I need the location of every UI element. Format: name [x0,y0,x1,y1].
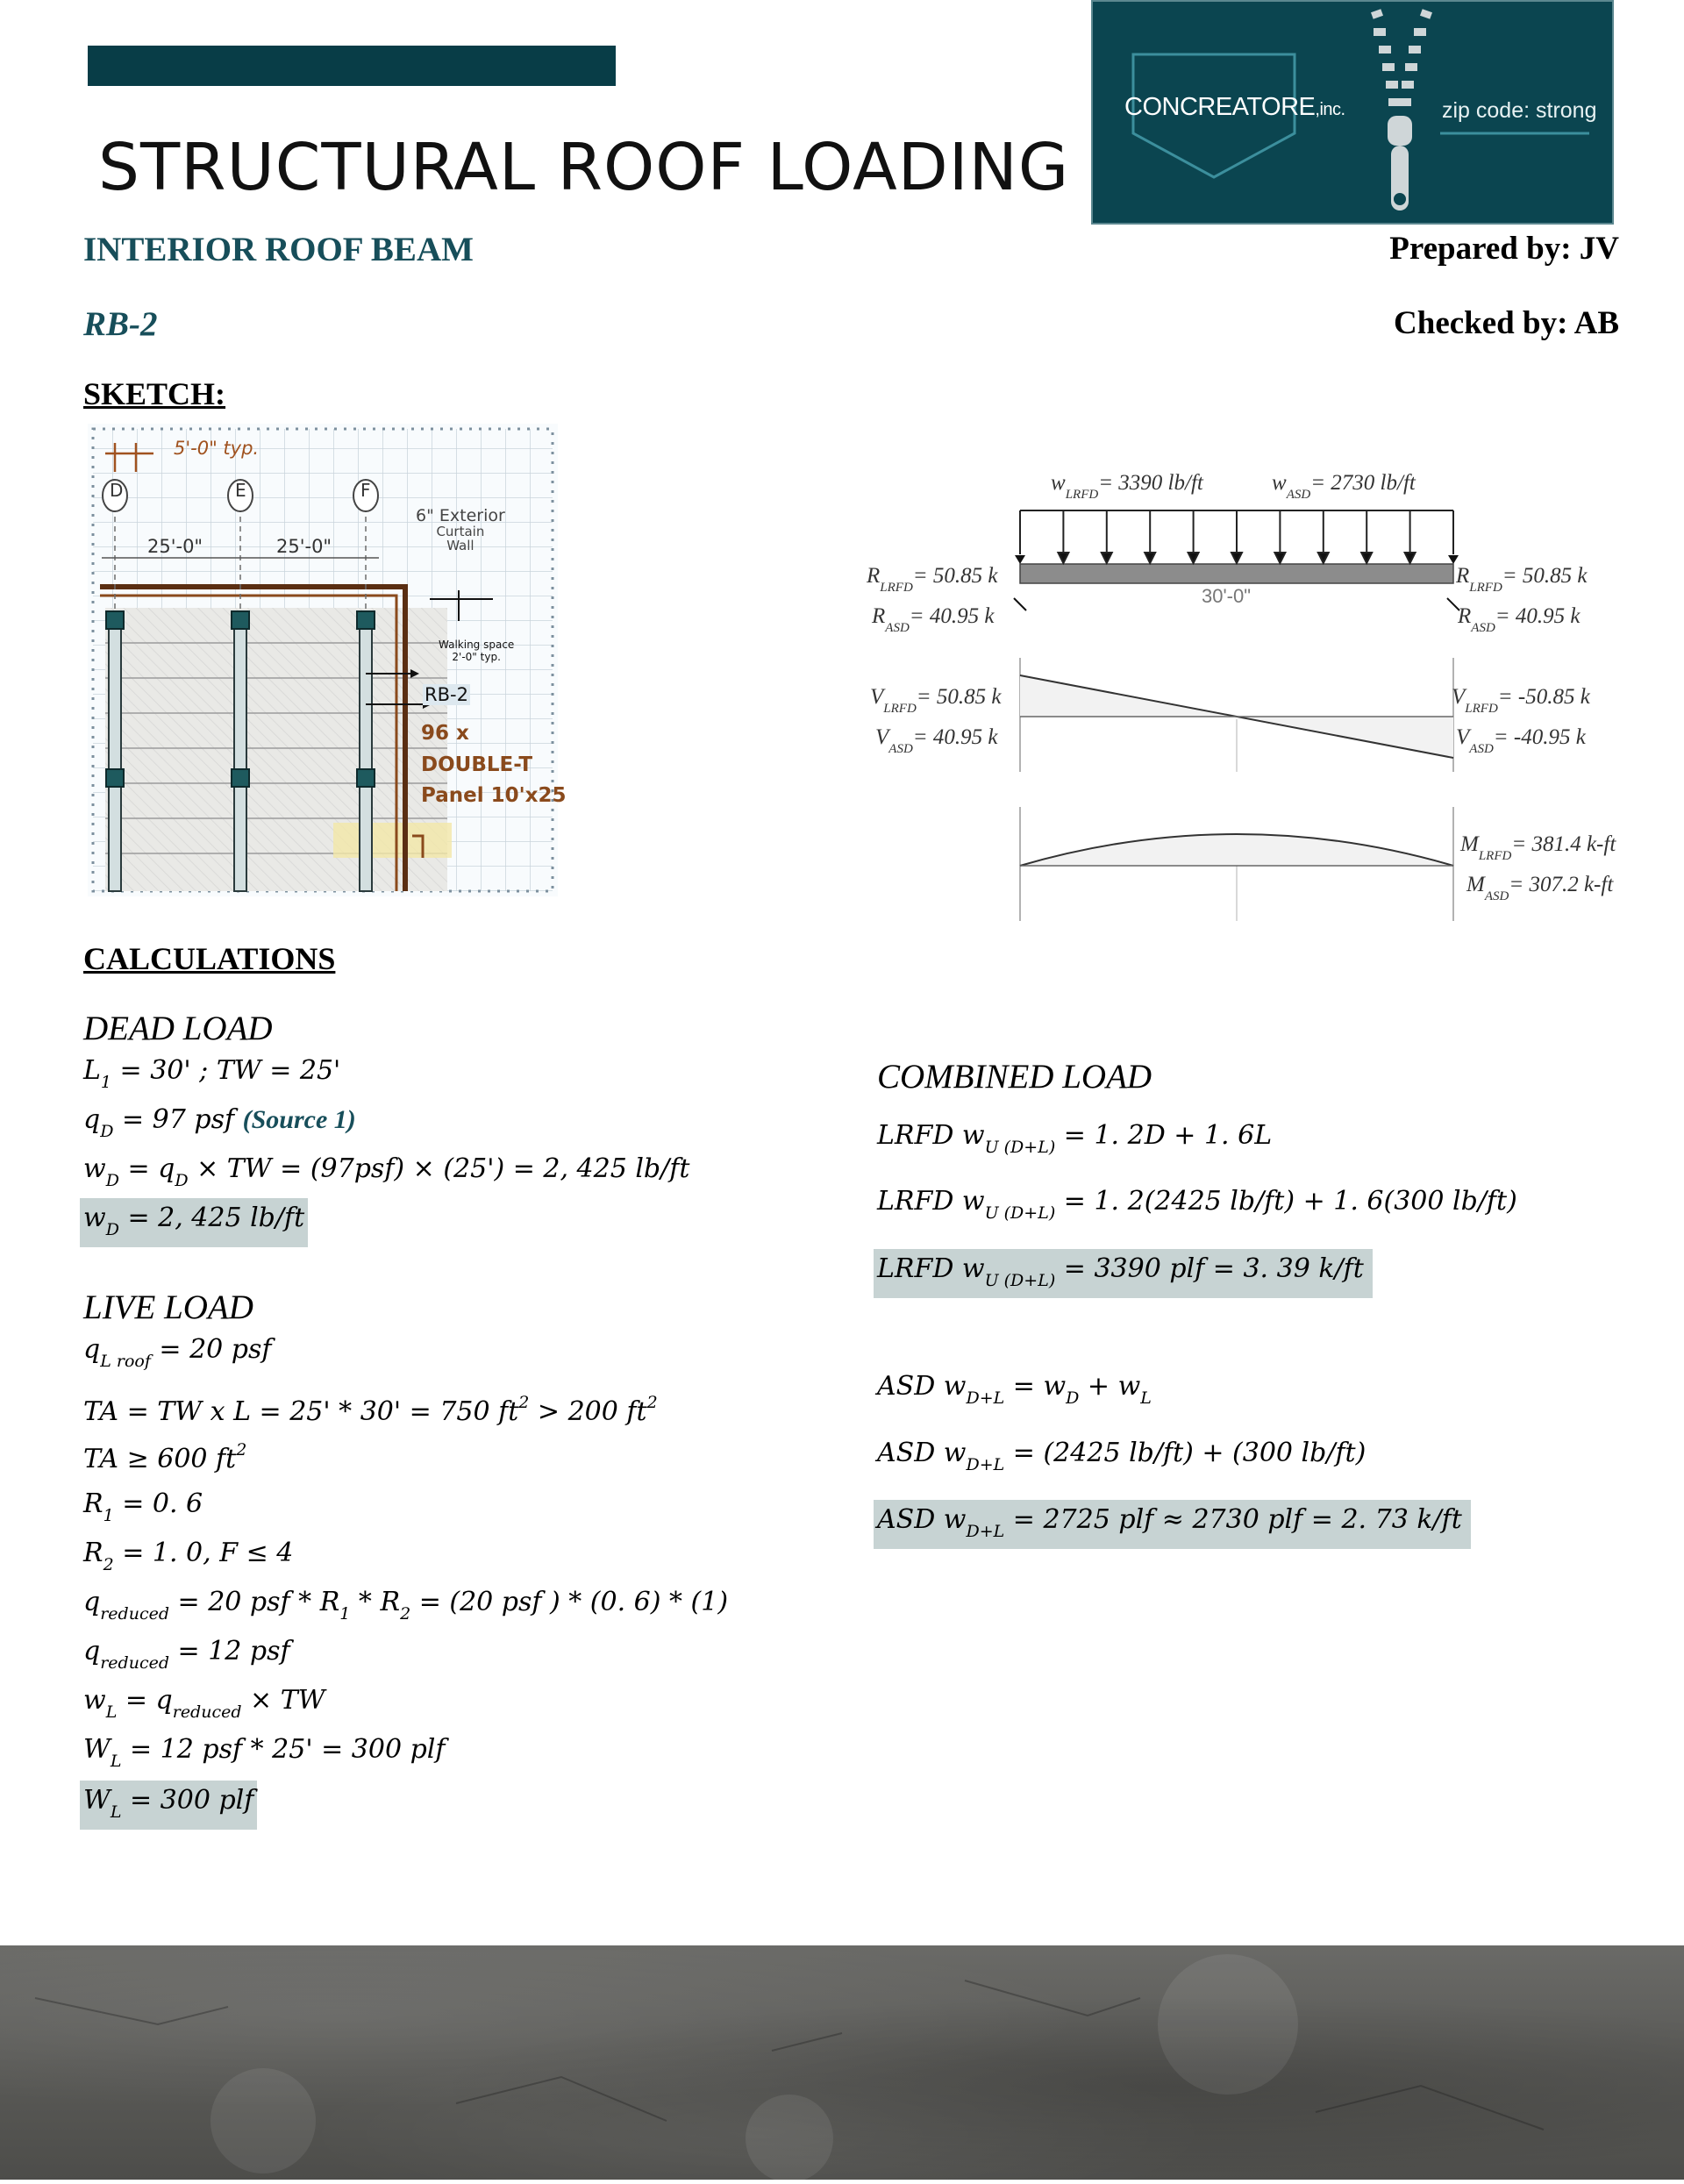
left-reaction-lrfd: $R_{LRFD}= 50.85$ k [867,564,998,595]
left-shear-asd: $V_{ASD}= 40.95$ k [875,725,998,756]
checked-by: Checked by: AB [1394,305,1619,341]
logo-tagline: zip code: strong [1442,98,1597,123]
right-shear-asd: $V_{ASD}= -40.95$ k [1456,725,1586,756]
panel-note: 96 x DOUBLE-T Panel 10'x25 [421,722,567,808]
bay-width-2: 25'-0" [276,536,332,557]
asd-result: ASD $w_{D+L} = 2725$ plf ≈ 2730 plf = 2. 73 k/ft [874,1500,1471,1549]
span-label: 30'-0" [1202,585,1252,607]
load-arrow-head [1188,553,1199,563]
lrfd-result: LRFD $w_{U (D+L)} = 3390$ plf = 3. 39 k/ft [874,1249,1373,1298]
moment-diagram [1020,807,1453,921]
load-arrow-head [1318,553,1329,563]
concrete-texture [0,1945,1684,2180]
asd-formula: ASD $w_{D+L} = w_D + w_L$ [877,1371,1152,1408]
moment-asd: $M_{ASD}= 307.2$ k-ft [1466,873,1614,903]
live-load-roof: $q_{L roof} = 20$ psf [83,1334,272,1371]
dead-load-heading: DEAD LOAD [83,1010,273,1047]
calculations-heading: CALCULATIONS [83,941,336,976]
header-accent-bar [88,46,616,86]
zipper-icon [1371,9,1432,211]
load-arrow-head [1361,553,1372,563]
right-shear-lrfd: $V_{LRFD}= -50.85$ k [1452,685,1590,716]
lrfd-formula: LRFD $w_{U (D+L)} = 1$. 2D + 1. 6L [877,1120,1273,1157]
beam-callout: RB-2 [425,684,468,705]
roof-framing-sketch [88,424,567,896]
shear-diagram [1020,658,1453,772]
concrete-footer-band [0,1945,1684,2180]
company-logo [1091,0,1614,225]
spacing-typ-label: 5'-0" typ. [174,438,260,459]
sketch-heading: SKETCH: [83,376,226,411]
combined-load-heading: COMBINED LOAD [877,1058,1152,1096]
right-reaction-lrfd: $R_{LRFD}= 50.85$ k [1456,564,1588,595]
left-shear-lrfd: $V_{LRFD}= 50.85$ k [870,685,1002,716]
dead-load-result: $w_D = 2$, 425 lb/ft [80,1198,308,1247]
reduced-load-calc: $q_{reduced} = 20$ psf * $R_1 * R_2 = (20$ psf ) * (0. 6) * (1) [83,1587,729,1624]
tributary-area-min: TA ≥ 600 $ft^2$ [83,1440,247,1474]
w-asd-label: $w_{ASD}= 2730$ lb/ft [1272,471,1416,502]
moment-lrfd: $M_{LRFD}= 381.4$ k-ft [1460,832,1616,863]
walking-space-note: Walking space 2'-0" typ. [439,639,515,664]
live-load-formula: $w_L = q_{reduced}$ × TW [83,1685,325,1722]
reduction-r1: $R_1 = 0$. 6 [83,1488,203,1525]
curtain-wall-note: 6" Exterior Curtain Wall [416,506,505,553]
dead-load-pressure: $q_D = 97$ psf (Source 1) [83,1104,356,1141]
load-arrow-head [1274,553,1285,563]
live-load-result: $W_L = 300$ plf [80,1781,257,1830]
grid-label-f: F [360,480,371,501]
beam-id: RB-2 [83,305,158,343]
beam-load-diagram [860,456,1631,930]
left-reaction-asd: $R_{ASD}= 40.95$ k [872,604,995,635]
load-arrow-head [1405,553,1416,563]
w-lrfd-label: $w_{LRFD}= 3390$ lb/ft [1051,471,1203,502]
lrfd-calc: LRFD $w_{U (D+L)} = 1$. 2(2425 lb/ft) + 1. 6(300 lb/ft) [877,1186,1517,1223]
logo-company-name: CONCREATORE,inc. [1124,93,1345,121]
right-reaction-asd: $R_{ASD}= 40.95$ k [1458,604,1581,635]
load-arrow-head [1145,553,1155,563]
live-load-calc: $W_L = 12$ psf * 25' = 300 plf [83,1734,446,1771]
grid-label-d: D [110,480,124,501]
grid-label-e: E [235,480,246,501]
tributary-area: TA = TW x L = 25' * 30' = 750 $ft^2 > 200$ $ft^2$ [83,1393,658,1427]
dead-load-calc: $w_D = q_D$ × TW = (97psf) × (25') = 2, 425 lb/ft [83,1153,690,1190]
load-arrow-head [1231,553,1242,563]
bay-width-1: 25'-0" [147,536,203,557]
live-load-heading: LIVE LOAD [83,1288,253,1326]
load-arrow-head [1102,553,1112,563]
asd-calc: ASD $w_{D+L} = (2425$ lb/ft) + (300 lb/ft) [877,1438,1366,1474]
prepared-by: Prepared by: JV [1389,231,1619,267]
beam-type-heading: INTERIOR ROOF BEAM [83,231,474,268]
dead-load-geometry: $L_1 = 30'$ ; TW = 25' [83,1055,341,1092]
load-arrow-head [1058,553,1068,563]
reduced-load: $q_{reduced} = 12$ psf [83,1636,290,1673]
reduction-r2: $R_2 = 1$. 0, F ≤ 4 [83,1538,294,1574]
page-title: STRUCTURAL ROOF LOADING [98,130,1070,205]
